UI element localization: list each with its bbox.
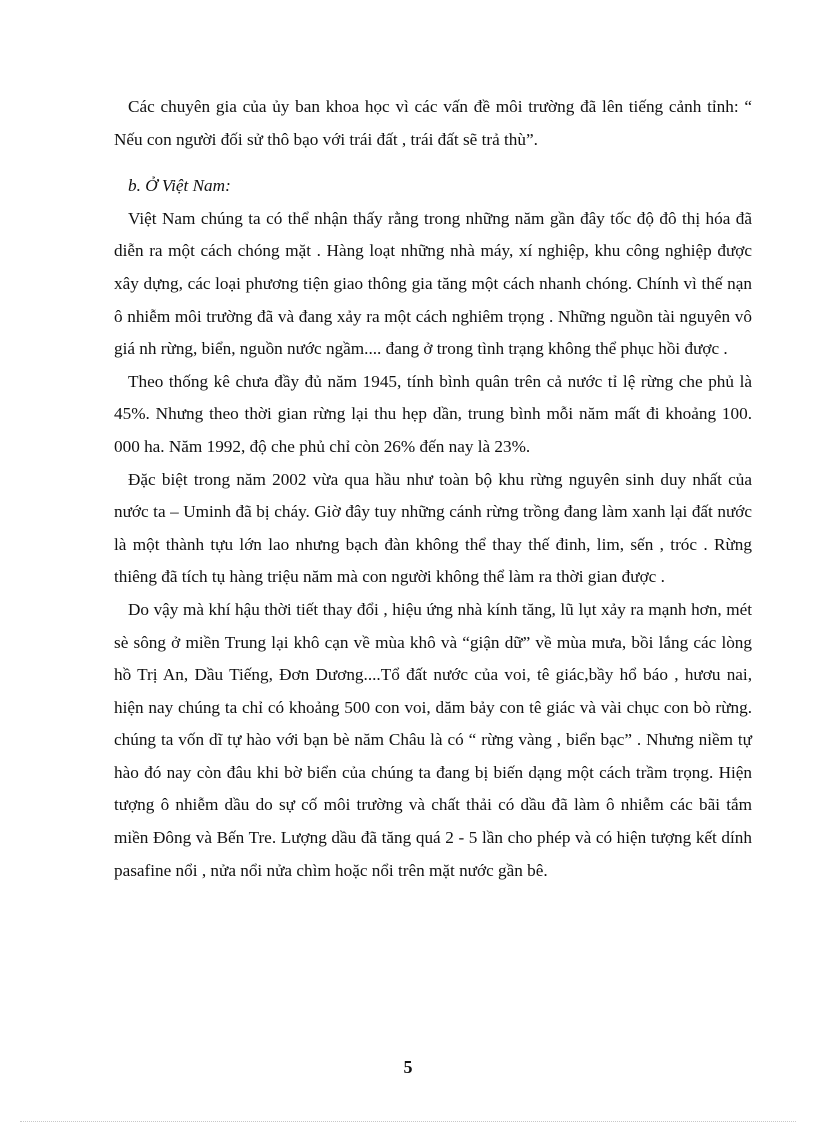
page-number: 5 [403,1057,413,1077]
document-body [114,91,752,887]
paragraph-forest-fire: Đặc biệt trong năm 2002 vừa qua hầu như toàn bộ khu rừng nguyên sinh duy nhất của nước ta – Uminh đã bị cháy. Giờ đây tuy những cánh rừng trồng đang làm xanh lại đất nước là một thành tựu lớn lao nhưng bạch đàn không thể thay thế đinh, lim, sến , tróc . Rừng thiêng đã tích tụ hàng triệu năm mà con người không thể làm ra thời gian được . [114,469,752,587]
section-heading-vietnam: b. Ở Việt Nam: [128,176,231,196]
paragraph-climate-consequences: Do vậy mà khí hậu thời tiết thay đổi , hiệu ứng nhà kính tăng, lũ lụt xảy ra mạnh hơn, mét sè sông ở miền Trung lại khô cạn về mùa khô và “giận dữ” về mùa mưa, bồi lắng các lòng hồ Trị An, Dầu Tiếng, Đơn Dương....Tổ đất nước của voi, tê giác,bầy hổ báo , hươu nai, hiện nay chúng ta chỉ có khoảng 500 con voi, dăm bảy con tê giác và vài chục con bò rừng. chúng ta vốn dĩ tự hào với bạn bè năm Châu là có “ rừng vàng , biển bạc” . Nhưng niềm tự hào đó nay còn đâu khi bờ biển của chúng ta đang bị biến dạng một cách trầm trọng. Hiện tượng ô nhiễm dầu do sự cố môi trường và chất thải có dầu đã làm ô nhiễm các bãi tắm miền Đông và Bến Tre. Lượng dầu đã tăng quá 2 - 5 lần cho phép và có hiện tượng kết dính pasafine nổi , nửa nổi nửa chìm hoặc nổi trên mặt nước gần bê. [114,599,752,880]
page-bottom-divider [20,1121,796,1122]
paragraph-warning: Các chuyên gia của ủy ban khoa học vì các vấn đề môi trường đã lên tiếng cảnh tỉnh: “ Nếu con người đối sử thô bạo với trái đất , trái đất sẽ trả thù”. [114,97,752,149]
paragraph-urbanization: Việt Nam chúng ta có thể nhận thấy rằng trong những năm gần đây tốc độ đô thị hóa đã diễn ra một cách chóng mặt . Hàng loạt những nhà máy, xí nghiệp, khu công nghiệp được xây dựng, các loại phương tiện giao thông gia tăng một cách nhanh chóng. Chính vì thế nạn ô nhiễm môi trường đã và đang xảy ra một cách nghiêm trọng . Những nguồn tài nguyên vô giá nh rừng, biển, nguồn nước ngầm.... đang ở trong tình trạng không thể phục hồi được . [114,208,752,359]
paragraph-forest-statistics: Theo thống kê chưa đầy đủ năm 1945, tính bình quân trên cả nước tỉ lệ rừng che phủ là 45%. Nhưng theo thời gian rừng lại thu hẹp dần, trung bình mỗi năm mất đi khoảng 100. 000 ha. Năm 1992, độ che phủ chỉ còn 26% đến nay là 23%. [114,371,752,456]
